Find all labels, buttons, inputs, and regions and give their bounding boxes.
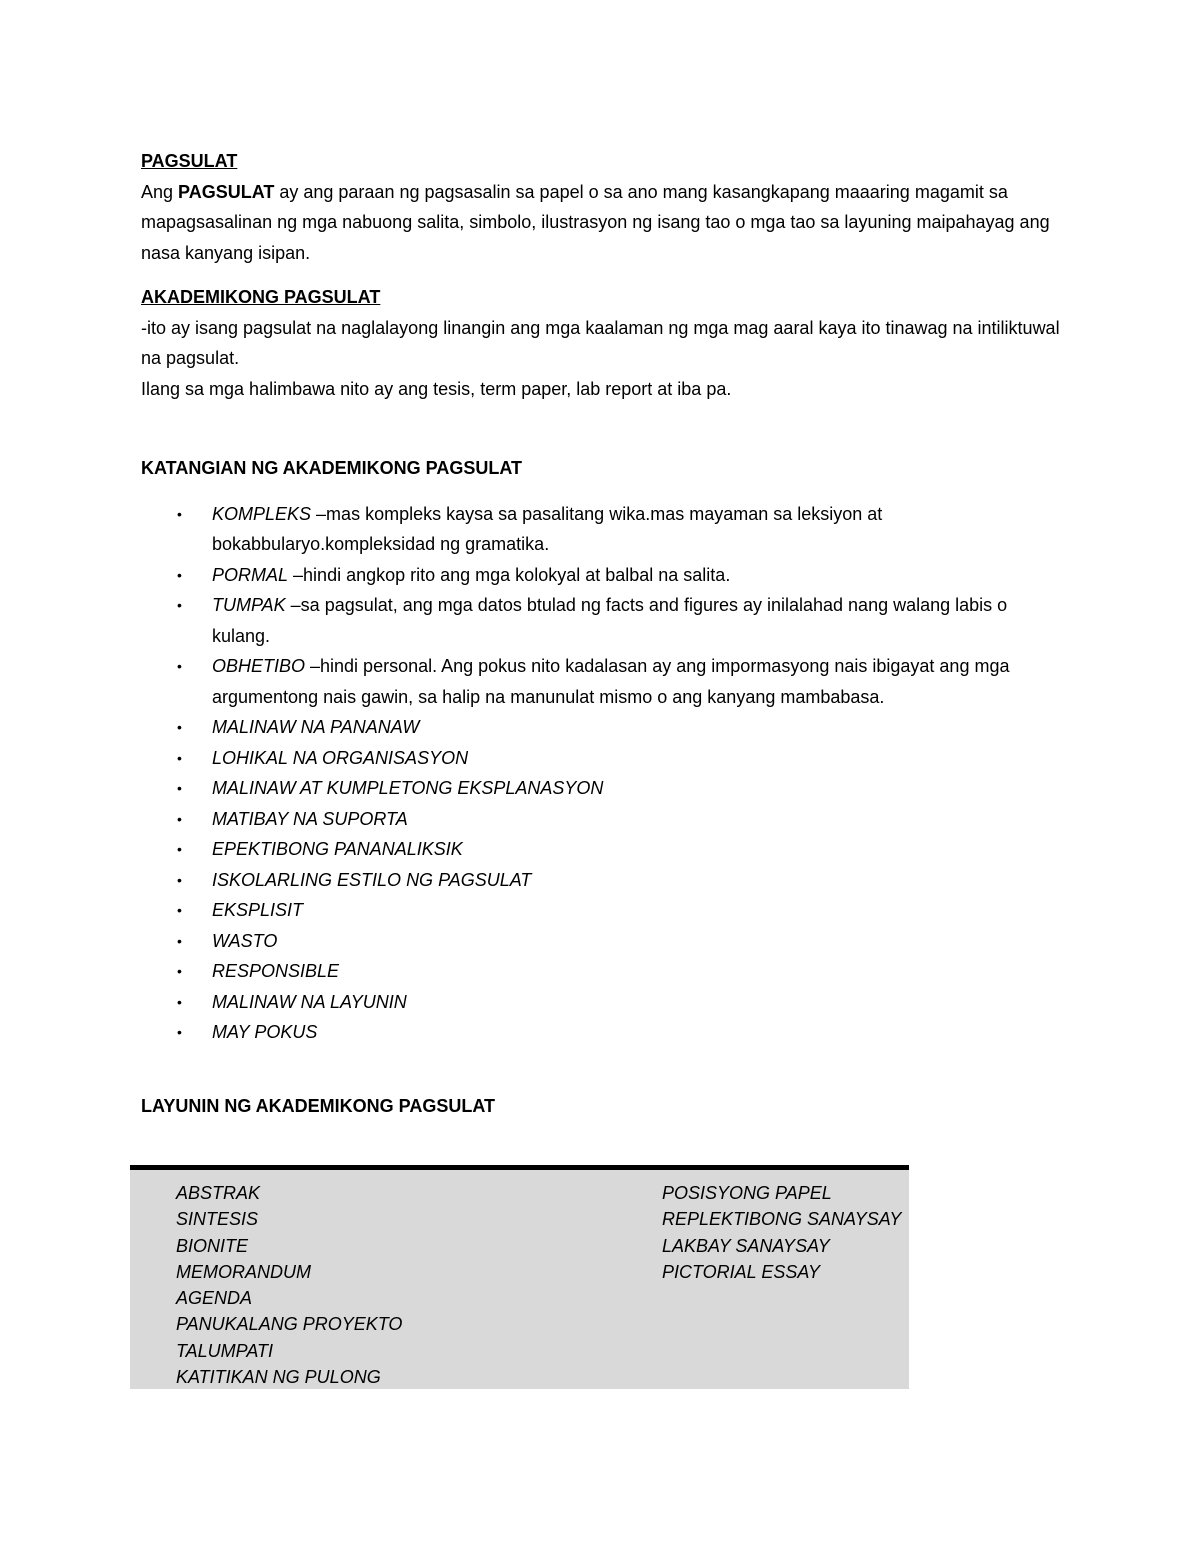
- list-item: [141, 1017, 1061, 1048]
- layunin-left-item: MEMORANDUM: [176, 1261, 311, 1282]
- list-item-description: –hindi personal. Ang pokus nito kadalasan ay ang impormasyong nais ibigayat ang mga argumentong nais gawin, sa halip na manunulat mismo o ang kanyang mambabasa.: [212, 656, 1010, 707]
- list-item-term: KOMPLEKS: [212, 503, 312, 524]
- layunin-left-item: KATITIKAN NG PULONG: [176, 1367, 381, 1388]
- layunin-left-item: AGENDA: [176, 1288, 253, 1309]
- bullet-icon: •: [177, 505, 182, 522]
- layunin-right-item: LAKBAY SANAYSAY: [662, 1235, 830, 1256]
- layunin-left-item: ABSTRAK: [176, 1183, 261, 1203]
- list-item-term: RESPONSIBLE: [212, 961, 340, 981]
- layunin-right-item: POSISYONG PAPEL: [662, 1183, 832, 1203]
- list-item-term: TUMPAK: [212, 595, 286, 615]
- list-item: [141, 773, 1061, 804]
- bullet-icon: •: [177, 902, 182, 918]
- pagsulat-heading: PAGSULAT: [141, 151, 238, 171]
- katangian-heading: KATANGIAN NG AKADEMIKONG PAGSULAT: [141, 458, 522, 478]
- bullet-icon: •: [177, 993, 182, 1010]
- bullet-icon: •: [177, 719, 182, 735]
- list-item: [141, 743, 1061, 774]
- list-item: [141, 651, 1061, 712]
- list-item-description: –mas kompleks kaysa sa pasalitang wika.mas mayaman sa leksiyon at bokabbularyo.kompleksidad ng gramatika.: [212, 503, 883, 554]
- layunin-right-column: [662, 1180, 901, 1285]
- list-item-term: PORMAL: [212, 564, 289, 585]
- layunin-left-column: [176, 1180, 402, 1390]
- list-item: [141, 895, 1061, 926]
- layunin-right-item: PICTORIAL ESSAY: [662, 1261, 821, 1282]
- list-item: [141, 926, 1061, 957]
- list-item: [141, 712, 1061, 743]
- layunin-left-item: PANUKALANG PROYEKTO: [176, 1314, 403, 1335]
- document-content: [141, 146, 1061, 1121]
- list-item-term: MAY POKUS: [212, 1022, 318, 1042]
- list-item-term: EPEKTIBONG PANANALIKSIK: [212, 839, 463, 859]
- list-item-description: –sa pagsulat, ang mga datos btulad ng facts and figures ay inilalahad nang walang labis o kulang.: [212, 595, 1008, 646]
- list-item: [141, 956, 1061, 987]
- definition-body: ay ang paraan ng pagsasalin sa papel o sa ano mang kasangkapang maaaring magamit sa mapagsasalinan ng mga nabuong salita, simbolo, ilustrasyon ng isang tao o mga tao sa layuning maipahayag ang nasa kanyang isipan.: [141, 181, 1050, 263]
- bullet-icon: •: [177, 566, 182, 583]
- list-item-term: MALINAW NA LAYUNIN: [212, 991, 407, 1012]
- bullet-icon: •: [177, 658, 182, 674]
- list-item: [141, 834, 1061, 865]
- definition-intro: Ang: [141, 181, 179, 202]
- list-item-term: LOHIKAL NA ORGANISASYON: [212, 747, 469, 768]
- layunin-left-item: SINTESIS: [176, 1209, 259, 1230]
- bullet-icon: •: [177, 810, 182, 827]
- layunin-heading: LAYUNIN NG AKADEMIKONG PAGSULAT: [141, 1095, 496, 1116]
- list-item: [141, 499, 1061, 560]
- bullet-icon: •: [177, 841, 182, 857]
- bullet-icon: •: [177, 597, 182, 613]
- list-item-term: ISKOLARLING ESTILO NG PAGSULAT: [212, 869, 532, 890]
- layunin-shaded-box: [130, 1165, 909, 1389]
- list-item-term: OBHETIBO: [212, 656, 306, 676]
- list-item-term: MATIBAY NA SUPORTA: [212, 808, 408, 829]
- katangian-list: [141, 499, 1061, 1048]
- list-item-description: –hindi angkop rito ang mga kolokyal at balbal na salita.: [288, 564, 731, 585]
- list-item: [141, 987, 1061, 1018]
- list-item: [141, 865, 1061, 896]
- akademikong-examples: Ilang sa mga halimbawa nito ay ang tesis, term paper, lab report at iba pa.: [141, 378, 732, 399]
- list-item-term: MALINAW NA PANANAW: [212, 717, 420, 737]
- list-item-term: EKSPLISIT: [212, 900, 304, 920]
- bullet-icon: •: [177, 871, 182, 888]
- akademikong-pagsulat-heading: AKADEMIKONG PAGSULAT: [141, 287, 381, 307]
- list-item-term: WASTO: [212, 930, 278, 951]
- list-item: [141, 804, 1061, 835]
- bullet-icon: •: [177, 749, 182, 766]
- akademikong-description: -ito ay isang pagsulat na naglalayong linangin ang mga kaalaman ng mga mag aaral kaya ito tinawag na intiliktuwal na pagsulat.: [141, 317, 1060, 368]
- layunin-right-item: REPLEKTIBONG SANAYSAY: [662, 1209, 902, 1230]
- pagsulat-definition: [141, 177, 1061, 269]
- layunin-left-item: BIONITE: [176, 1235, 249, 1256]
- bullet-icon: •: [177, 1024, 182, 1040]
- bullet-icon: •: [177, 963, 182, 979]
- list-item-term: MALINAW AT KUMPLETONG EKSPLANASYON: [212, 778, 604, 798]
- bullet-icon: •: [177, 780, 182, 796]
- bullet-icon: •: [177, 932, 182, 949]
- layunin-left-item: TALUMPATI: [176, 1340, 274, 1361]
- list-item: [141, 590, 1061, 651]
- list-item: [141, 560, 1061, 591]
- definition-bold-term: PAGSULAT: [178, 181, 275, 202]
